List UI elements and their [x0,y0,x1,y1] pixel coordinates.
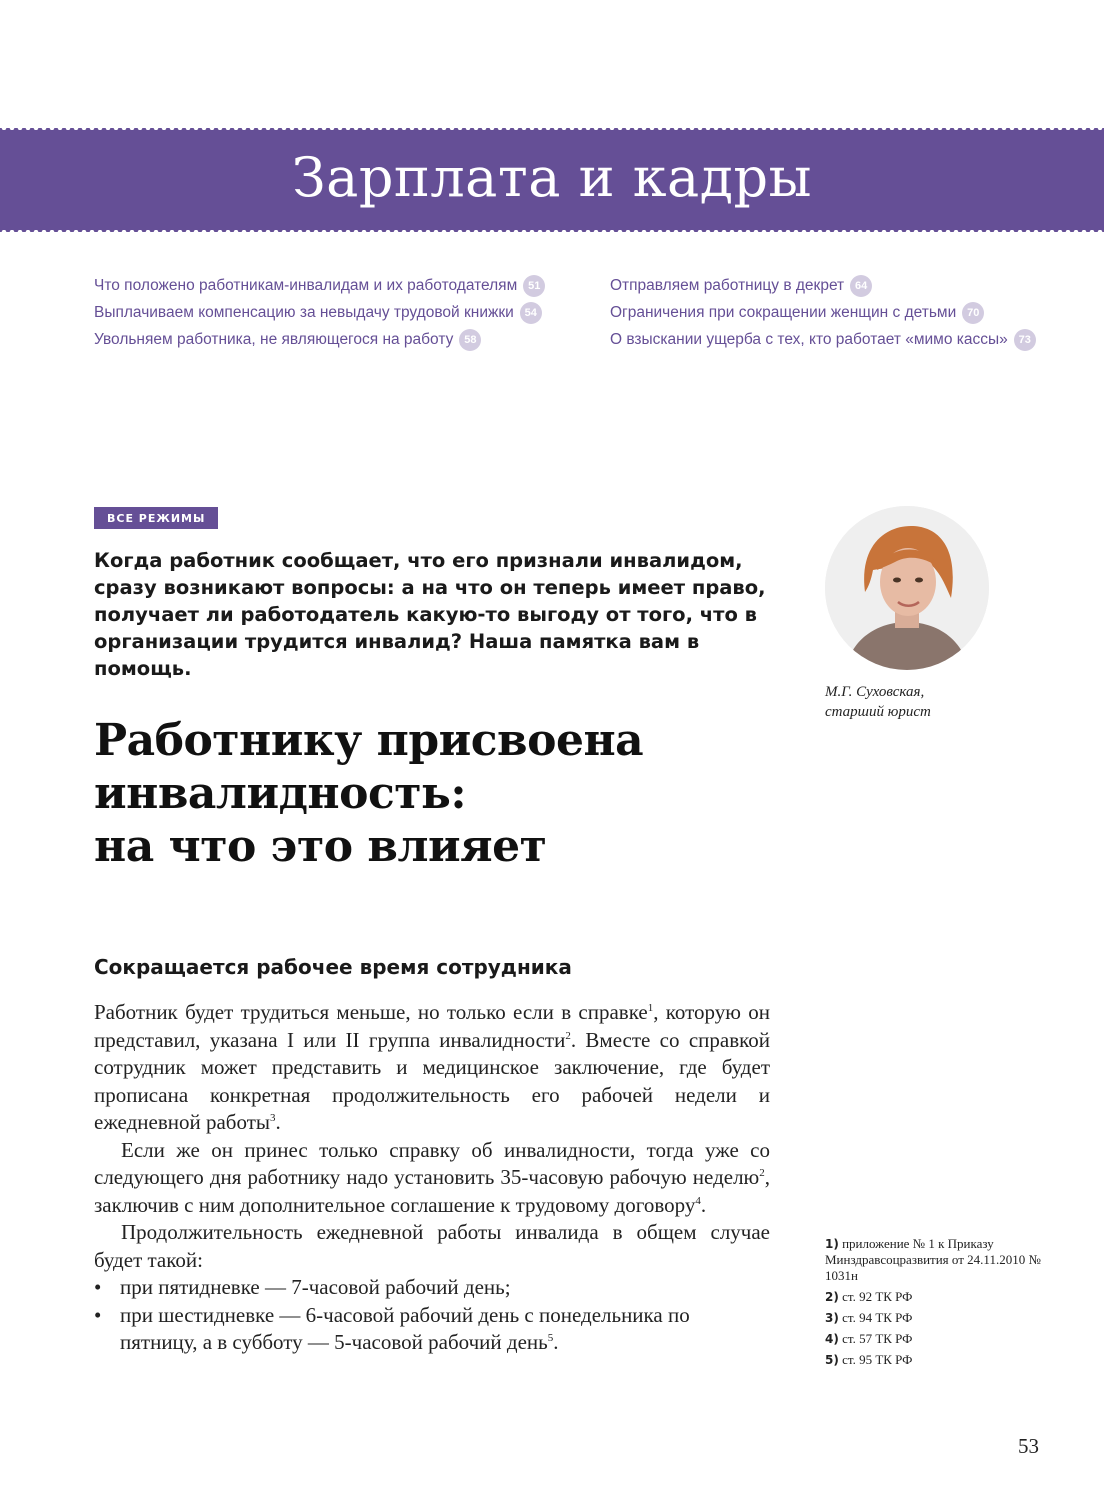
footnote: 2) ст. 92 ТК РФ [825,1289,913,1304]
article-body [94,999,770,1357]
article-lead: Когда работник сообщает, что его признали инвалидом, сразу возникают вопросы: а на что он теперь имеет право, получает ли работодатель какую-то выгоду от того, что в организации трудится инвалид? Наша памятка вам в помощь. [94,549,766,680]
toc-page-badge: 73 [1014,329,1036,351]
toc-page-badge: 58 [459,329,481,351]
toc-page-badge: 64 [850,275,872,297]
section-banner [0,128,1104,232]
article-title [94,714,794,873]
toc-item-title: Отправляем работницу в декрет [610,276,845,294]
article-title-line: инвалидность: [94,768,467,819]
author-photo [825,506,989,670]
article-title-line: Работнику присвоена [94,715,644,766]
section-heading: Сокращается рабочее время сотрудника [94,955,572,979]
toc-item-title: Увольняем работника, не являющегося на работу [94,330,454,348]
toc-item-title: Выплачиваем компенсацию за невыдачу трудовой книжки [94,303,514,321]
author-caption [825,682,931,722]
toc-item[interactable] [94,326,545,353]
toc-left-column [94,272,545,353]
footnote: 1) приложение № 1 к Приказу Минздравсоцразвития от 24.11.2010 № 1031н [825,1236,1041,1283]
toc-item[interactable] [94,299,545,326]
footnote: 4) ст. 57 ТК РФ [825,1331,913,1346]
toc-page-badge: 70 [962,302,984,324]
article-title-line: на что это влияет [94,821,547,872]
bullet-item: • при пятидневке — 7-часовой рабочий день; [94,1274,770,1302]
body-paragraph: Продолжительность ежедневной работы инвалида в общем случае будет такой: [94,1220,770,1272]
body-paragraph: Работник будет трудиться меньше, но только если в справке$^1$, которую он представил, указана I или II группа инвалидности$^2$. Вместе со справкой сотрудник может представить и медицинское заключение, где будет прописана конкретная продолжительность его рабочей недели и ежедневной работы$^3$. [94,1000,770,1134]
toc-item[interactable] [610,272,1036,299]
toc-right-column [610,272,1036,353]
footnote-ref[interactable]: 3 [270,1112,276,1124]
page-number: 53 [1018,1434,1039,1458]
author-name: М.Г. Суховская, [825,684,925,700]
footnote-ref[interactable]: 5 [547,1332,554,1344]
author-role: старший юрист [825,704,931,720]
body-paragraph: Если же он принес только справку об инвалидности, тогда уже со следующего дня работнику надо установить 35-часовую рабочую неделю$^2$, заключив с ним дополнительное соглашение к трудовому договору$^4$. [94,1137,770,1217]
section-title: Зарплата и кадры [291,146,813,209]
bullet-list [94,1274,770,1357]
footnotes [825,1236,1065,1373]
footnote-ref[interactable]: 4 [695,1194,701,1207]
toc-item-title: Ограничения при сокращении женщин с детьми [610,303,957,321]
toc-item-title: О взыскании ущерба с тех, кто работает «мимо кассы» [610,330,1008,348]
toc-page-badge: 51 [523,275,545,297]
regime-tag: ВСЕ РЕЖИМЫ [94,507,218,529]
toc-page-badge: 54 [520,302,542,324]
bullet-item: • при шестидневке — 6-часовой рабочий день с понедельника по пятницу, а в субботу — 5-часовой рабочий день$^5$. [94,1302,770,1357]
footnote: 5) ст. 95 ТК РФ [825,1352,913,1367]
footnote-ref[interactable]: 1 [647,1002,654,1014]
footnote: 3) ст. 94 ТК РФ [825,1310,913,1325]
toc-item[interactable] [610,326,1036,353]
toc-item[interactable] [94,272,545,299]
footnote-ref[interactable]: 2 [759,1167,765,1179]
footnote-ref[interactable]: 2 [565,1029,571,1042]
toc-item-title: Что положено работникам-инвалидам и их работодателям [94,276,518,294]
toc-item[interactable] [610,299,1036,326]
